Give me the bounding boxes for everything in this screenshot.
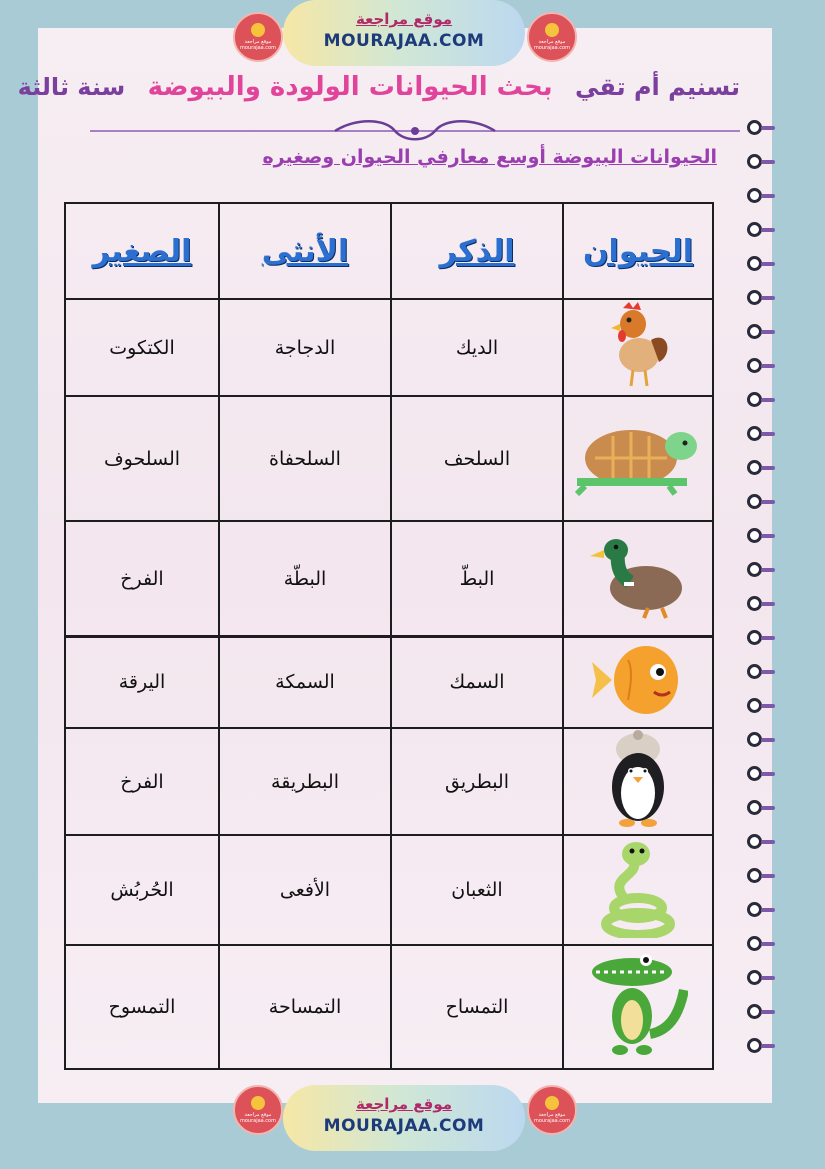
section-subtitle: الحيوانات البيوضة أوسع معارفي الحيوان وصغيره [262, 146, 717, 168]
turtle-icon [563, 396, 713, 521]
table-row [65, 945, 713, 1069]
young-cell: التمسوح [65, 945, 219, 1069]
animals-table-part-2 [64, 635, 714, 1070]
penguin-icon [563, 728, 713, 835]
male-cell: الثعبان [391, 835, 563, 945]
table-row [65, 299, 713, 396]
header-female: الأنثى [219, 203, 391, 299]
site-name-latin: MOURAJAA.COM [323, 1116, 485, 1136]
young-cell: الحُربُش [65, 835, 219, 945]
site-banner-top[interactable] [283, 0, 525, 66]
male-cell: السلحف [391, 396, 563, 521]
header-male: الذكر [391, 203, 563, 299]
site-name-arabic: موقع مراجعة [355, 10, 453, 28]
female-cell: الأفعى [219, 835, 391, 945]
site-banner-bottom[interactable] [283, 1085, 525, 1151]
female-cell: البطريقة [219, 728, 391, 835]
young-cell: اليرقة [65, 636, 219, 728]
male-cell: البطّ [391, 521, 563, 637]
table-row [65, 636, 713, 728]
female-cell: البطّة [219, 521, 391, 637]
male-cell: السمك [391, 636, 563, 728]
young-cell: الفرخ [65, 521, 219, 637]
female-cell: السلحفاة [219, 396, 391, 521]
site-logo-seal: موقع مراجعة mourajaa.com [527, 12, 577, 62]
female-cell: السمكة [219, 636, 391, 728]
table-header-row [65, 203, 713, 299]
table-row [65, 728, 713, 835]
header-animal: الحيوان [563, 203, 713, 299]
rooster-icon [563, 299, 713, 396]
young-cell: الكتكوت [65, 299, 219, 396]
crocodile-icon [563, 945, 713, 1069]
fish-icon [563, 636, 713, 728]
site-logo-seal: موقع مراجعة mourajaa.com [233, 12, 283, 62]
site-name-arabic: موقع مراجعة [355, 1095, 453, 1113]
male-cell: التمساح [391, 945, 563, 1069]
ornament-divider [90, 120, 740, 142]
table-row [65, 835, 713, 945]
male-cell: البطريق [391, 728, 563, 835]
duck-icon [563, 521, 713, 637]
young-cell: الفرخ [65, 728, 219, 835]
female-cell: الدجاجة [219, 299, 391, 396]
header-young: الصغير [65, 203, 219, 299]
page-title: تسنيم أم تقي بحث الحيوانات الولودة والبيوضة سنة ثالثة [17, 72, 740, 102]
female-cell: التمساحة [219, 945, 391, 1069]
animals-table-part-1 [64, 202, 714, 638]
table-row [65, 521, 713, 637]
site-name-latin: MOURAJAA.COM [323, 31, 485, 51]
male-cell: الديك [391, 299, 563, 396]
site-logo-seal: موقع مراجعة mourajaa.com [233, 1085, 283, 1135]
young-cell: السلحوف [65, 396, 219, 521]
site-logo-seal: موقع مراجعة mourajaa.com [527, 1085, 577, 1135]
snake-icon [563, 835, 713, 945]
table-row [65, 396, 713, 521]
